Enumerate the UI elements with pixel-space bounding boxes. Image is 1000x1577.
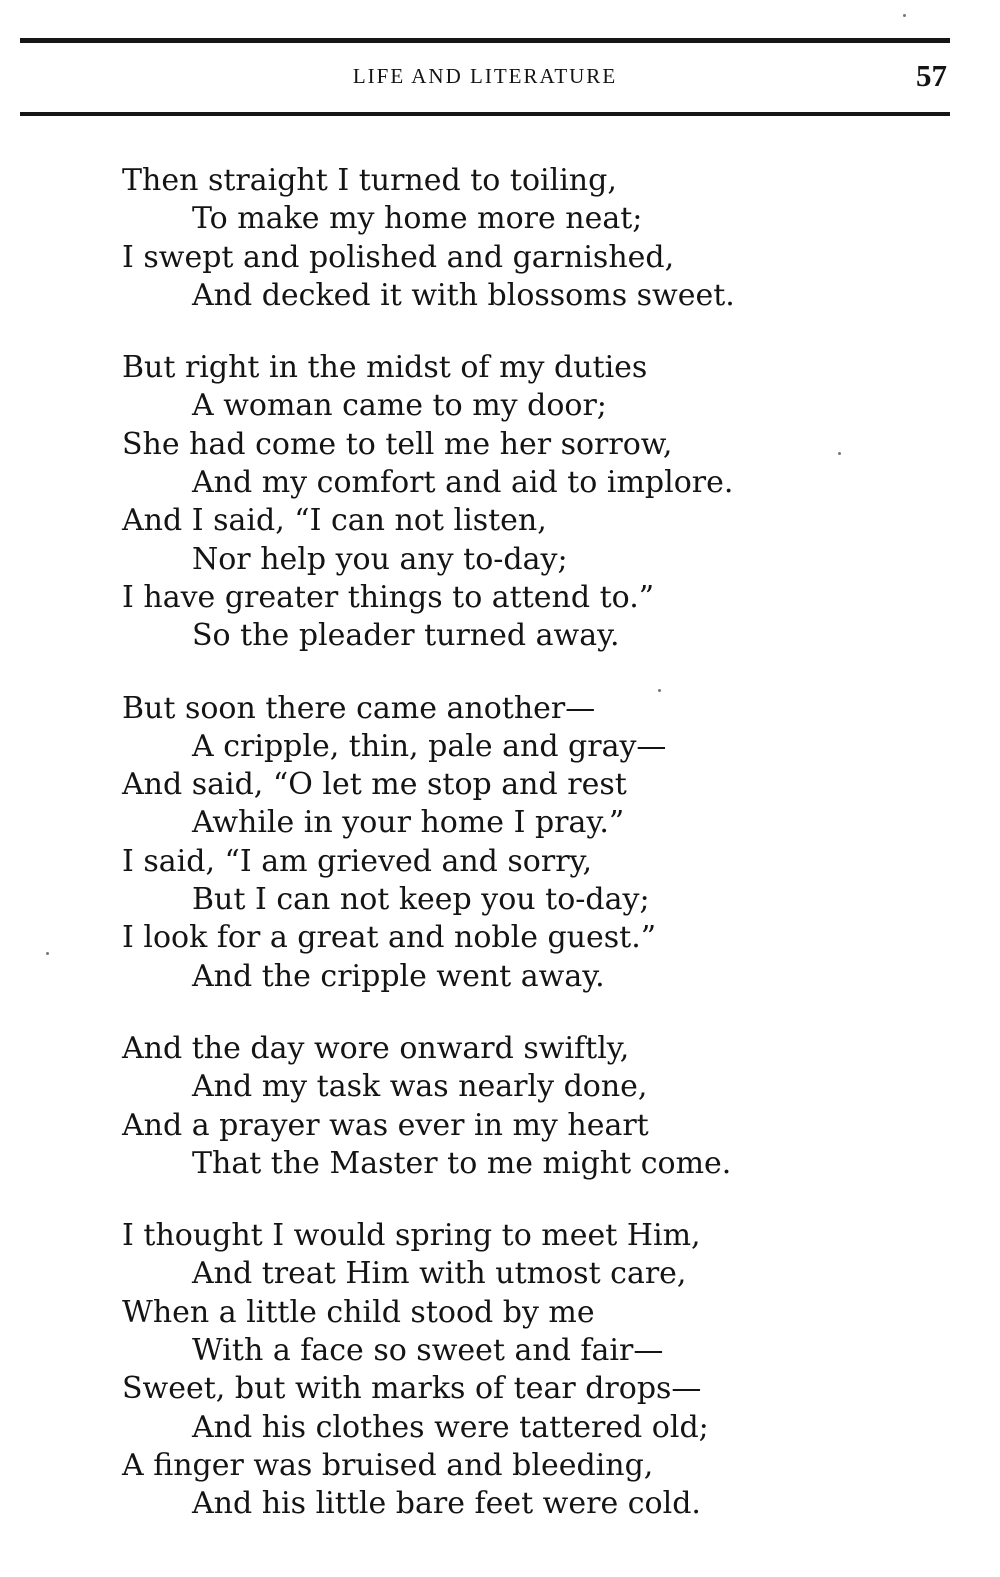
poem-line: She had come to tell me her sorrow, (122, 426, 673, 462)
poem-line: Sweet, but with marks of tear drops— (122, 1371, 702, 1407)
poem-line: A finger was bruised and bleeding, (122, 1447, 654, 1483)
poem-line: And I said, “I can not listen, (122, 503, 547, 539)
paper-speck (658, 689, 661, 692)
poem-line: And treat Him with utmost care, (192, 1256, 687, 1292)
page-number: 57 (916, 58, 947, 93)
running-title: LIFE AND LITERATURE (352, 64, 618, 88)
poem-line: And the day wore onward swiftly, (122, 1030, 630, 1066)
stanza-3 (122, 690, 882, 996)
poem-line: To make my home more neat; (192, 201, 643, 237)
poem-line: And his little bare feet were cold. (192, 1486, 701, 1522)
poem-line: I swept and polished and garnished, (122, 239, 675, 275)
poem-line: But soon there came another— (122, 690, 596, 726)
poem-line: I have greater things to attend to.” (122, 579, 655, 615)
poem-line: And a prayer was ever in my heart (122, 1107, 649, 1143)
poem-line: A cripple, thin, pale and gray— (192, 728, 667, 764)
poem-line: Awhile in your home I pray.” (192, 805, 625, 841)
poem-line: A woman came to my door; (192, 388, 607, 424)
header-bottom-rule (20, 112, 950, 116)
poem-line: Nor help you any to-day; (192, 541, 568, 577)
poem-line: But I can not keep you to-day; (192, 882, 650, 918)
stanza-4 (122, 1030, 882, 1183)
poem-line: And his clothes were tattered old; (192, 1409, 709, 1445)
paper-speck (46, 952, 49, 955)
poem-line: And the cripple went away. (192, 958, 605, 994)
stanza-2 (122, 349, 882, 655)
stanza-1 (122, 162, 882, 315)
header-top-rule (20, 38, 950, 43)
poem-line: I said, “I am grieved and sorry, (122, 843, 593, 879)
poem-line: That the Master to me might come. (192, 1145, 732, 1181)
stanza-5 (122, 1217, 882, 1523)
poem-line: When a little child stood by me (122, 1294, 595, 1330)
poem-line: Then straight I turned to toiling, (122, 163, 617, 198)
paper-speck (838, 452, 841, 455)
poem-line: And decked it with blossoms sweet. (192, 277, 735, 313)
poem-line: And my comfort and aid to implore. (192, 465, 734, 501)
poem-body (122, 162, 882, 1558)
poem-line: I look for a great and noble guest.” (122, 920, 657, 956)
poem-line: And said, “O let me stop and rest (122, 767, 627, 803)
paper-speck (903, 14, 906, 17)
poem-line: I thought I would spring to meet Him, (122, 1218, 701, 1254)
poem-line: And my task was nearly done, (192, 1069, 648, 1105)
poem-line: With a face so sweet and fair— (192, 1333, 664, 1369)
running-head (20, 58, 950, 96)
poem-line: But right in the midst of my duties (122, 350, 648, 386)
poem-line: So the pleader turned away. (192, 618, 620, 654)
